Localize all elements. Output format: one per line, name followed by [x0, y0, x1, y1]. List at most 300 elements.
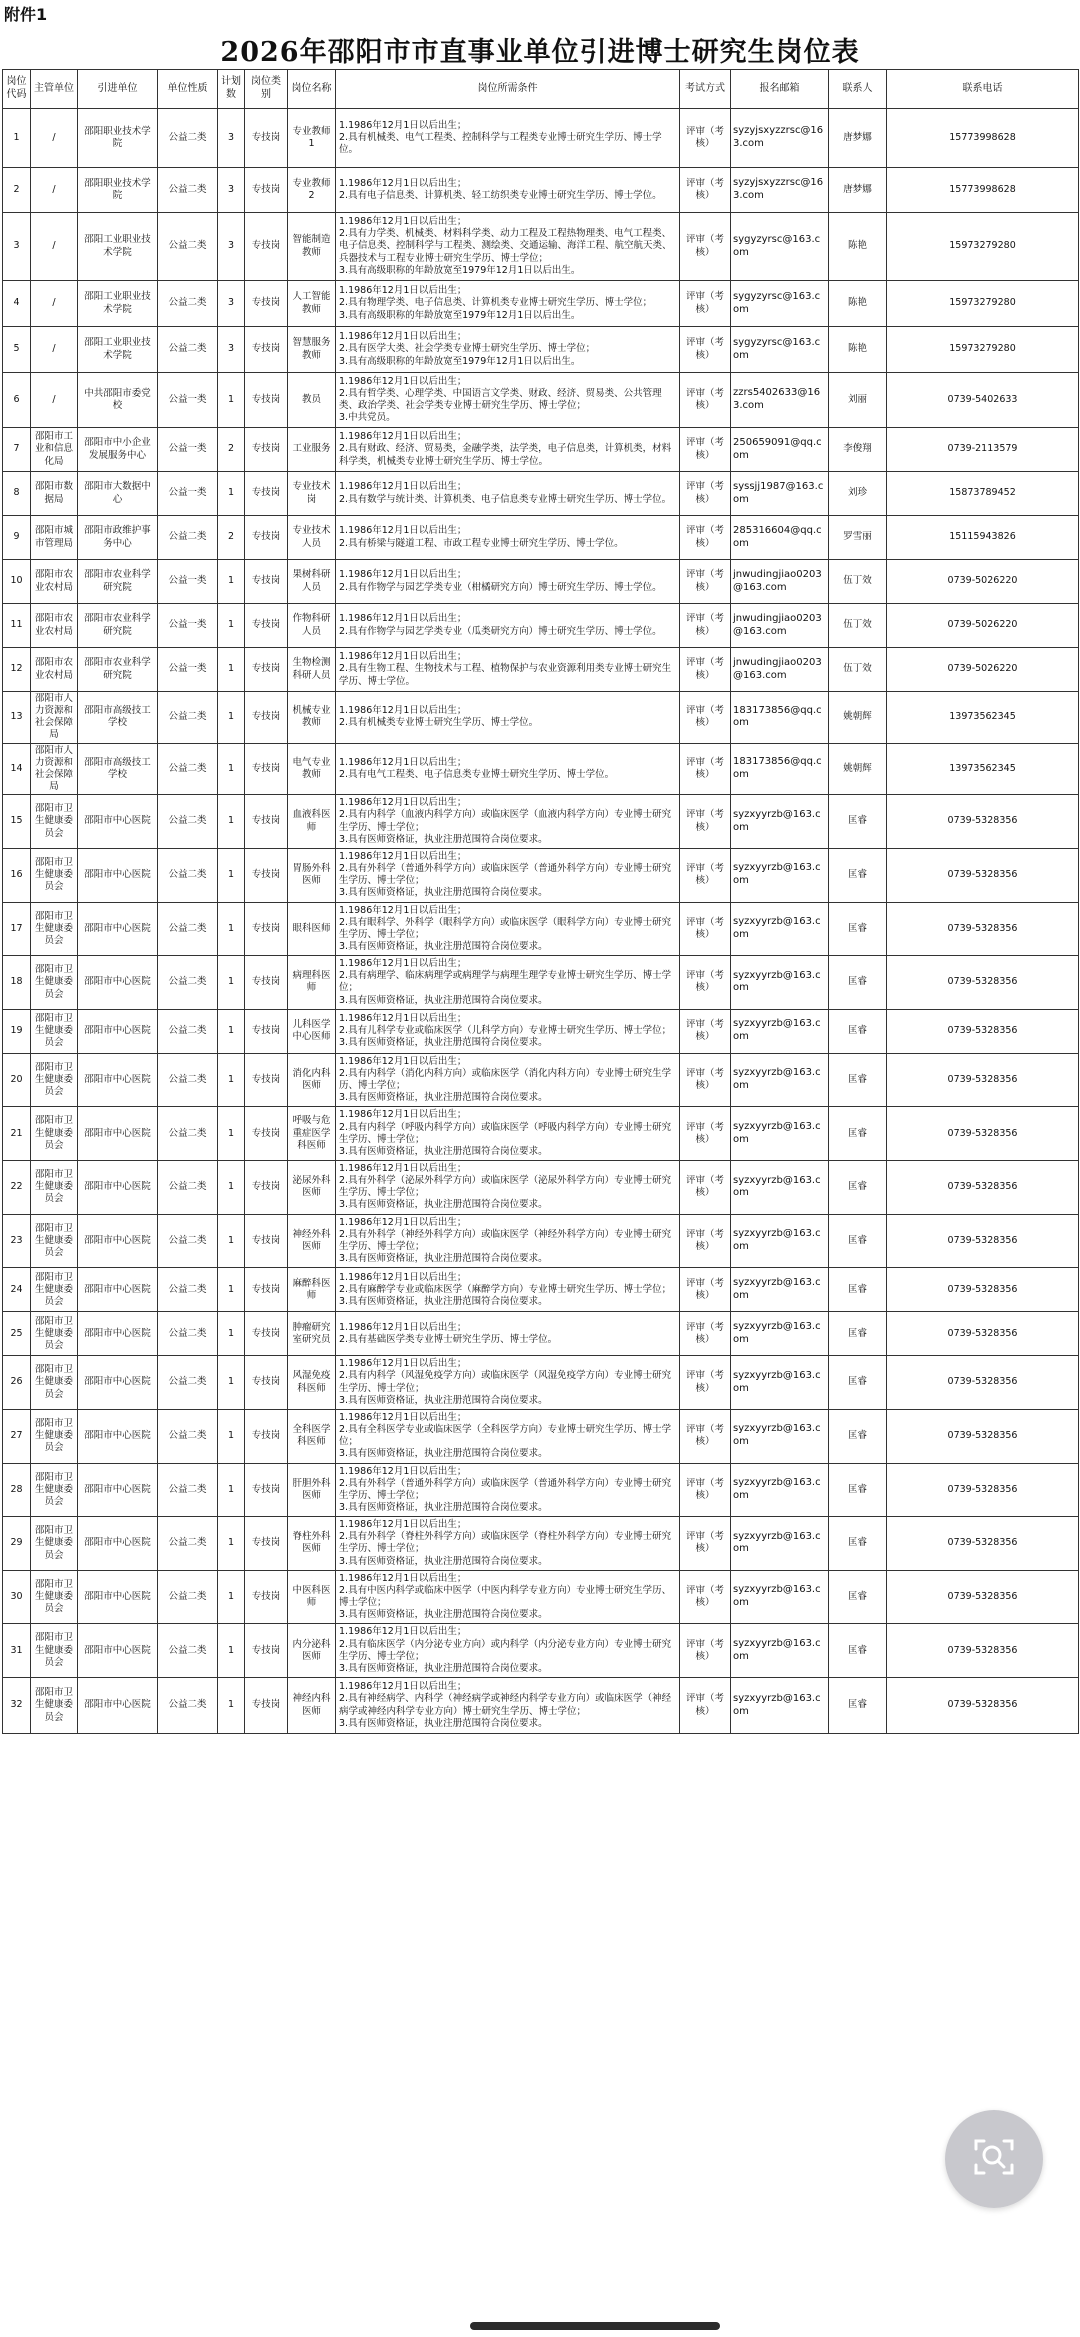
cell-contact: 匡睿: [829, 848, 887, 902]
header-phone: 联系电话: [887, 70, 1079, 109]
table-row: [3, 472, 1079, 516]
cell-unit: 邵阳市中心医院: [78, 1312, 158, 1356]
table-row: [3, 956, 1079, 1010]
cell-category: 专技岗: [245, 956, 288, 1010]
cell-dept: 邵阳市卫生健康委员会: [31, 1624, 78, 1678]
table-row: [3, 213, 1079, 281]
cell-code: 32: [3, 1678, 31, 1734]
cell-plan: 1: [218, 472, 245, 516]
header-position-name: 岗位名称: [288, 70, 336, 109]
cell-email: sygyzyrsc@163.com: [731, 213, 829, 281]
cell-exam: 评审（考核）: [680, 1570, 731, 1624]
cell-position-name: 全科医学科医师: [288, 1409, 336, 1463]
cell-email: 285316604@qq.com: [731, 516, 829, 560]
cell-category: 专技岗: [245, 848, 288, 902]
cell-phone: 0739-5328356: [887, 1356, 1079, 1410]
table-row: [3, 1517, 1079, 1571]
cell-plan: 1: [218, 1312, 245, 1356]
cell-email: jnwudingjiao0203@163.com: [731, 560, 829, 604]
cell-nature: 公益二类: [158, 795, 218, 849]
cell-phone: 0739-5328356: [887, 848, 1079, 902]
cell-contact: 姚朝辉: [829, 692, 887, 744]
cell-position-name: 神经内科医师: [288, 1678, 336, 1734]
cell-email: zzrs5402633@163.com: [731, 373, 829, 428]
table-row: [3, 902, 1079, 956]
table-row: [3, 1268, 1079, 1312]
cell-phone: 15773998628: [887, 109, 1079, 168]
cell-requirements: 1.1986年12月1日以后出生； 2.具有内科学（呼吸内科学方向）或临床医学（呼吸内科学方向）专业博士研究生学历、博士学位； 3.具有医师资格证，执业注册范围符合岗位要求。: [336, 1107, 680, 1161]
cell-position-name: 呼吸与危重症医学科医师: [288, 1107, 336, 1161]
cell-exam: 评审（考核）: [680, 1517, 731, 1571]
cell-unit: 邵阳市中心医院: [78, 1268, 158, 1312]
cell-email: syzyjsxyzzrsc@163.com: [731, 168, 829, 213]
cell-exam: 评审（考核）: [680, 848, 731, 902]
cell-nature: 公益二类: [158, 692, 218, 744]
cell-plan: 1: [218, 1356, 245, 1410]
cell-contact: 匡睿: [829, 1409, 887, 1463]
table-row: [3, 1356, 1079, 1410]
cell-plan: 3: [218, 281, 245, 327]
cell-phone: 0739-5328356: [887, 1009, 1079, 1053]
home-indicator[interactable]: [470, 2322, 720, 2330]
cell-nature: 公益一类: [158, 604, 218, 648]
cell-contact: 唐梦娜: [829, 109, 887, 168]
cell-contact: 匡睿: [829, 1053, 887, 1107]
cell-position-name: 血液科医师: [288, 795, 336, 849]
cell-unit: 邵阳市中心医院: [78, 1570, 158, 1624]
cell-plan: 1: [218, 1268, 245, 1312]
cell-unit: 邵阳市大数据中心: [78, 472, 158, 516]
cell-email: syzxyyrzb@163.com: [731, 1624, 829, 1678]
cell-phone: 15973279280: [887, 281, 1079, 327]
cell-phone: 13973562345: [887, 692, 1079, 744]
cell-plan: 1: [218, 692, 245, 744]
cell-requirements: 1.1986年12月1日以后出生； 2.具有外科学（普通外科学方向）或临床医学（普通外科学方向）专业博士研究生学历、博士学位； 3.具有医师资格证，执业注册范围符合岗位要求。: [336, 848, 680, 902]
cell-contact: 刘丽: [829, 373, 887, 428]
cell-email: syzxyyrzb@163.com: [731, 1570, 829, 1624]
cell-position-name: 眼科医师: [288, 902, 336, 956]
cell-requirements: 1.1986年12月1日以后出生； 2.具有作物学与园艺学类专业（柑橘研究方向）博士研究生学历、博士学位。: [336, 560, 680, 604]
cell-dept: 邵阳市卫生健康委员会: [31, 1570, 78, 1624]
cell-unit: 邵阳市中心医院: [78, 848, 158, 902]
header-category: 岗位类别: [245, 70, 288, 109]
cell-position-name: 智慧服务教师: [288, 327, 336, 373]
cell-dept: 邵阳市卫生健康委员会: [31, 1356, 78, 1410]
table-row: [3, 604, 1079, 648]
cell-dept: 邵阳市卫生健康委员会: [31, 1409, 78, 1463]
cell-requirements: 1.1986年12月1日以后出生； 2.具有眼科学、外科学（眼科学方向）或临床医学（眼科学方向）专业博士研究生学历、博士学位； 3.具有医师资格证，执业注册范围符合岗位要求。: [336, 902, 680, 956]
cell-exam: 评审（考核）: [680, 743, 731, 795]
cell-category: 专技岗: [245, 1268, 288, 1312]
cell-plan: 1: [218, 1214, 245, 1268]
cell-contact: 匡睿: [829, 1463, 887, 1517]
cell-unit: 邵阳市高级技工学校: [78, 692, 158, 744]
table-row: [3, 428, 1079, 472]
cell-contact: 匡睿: [829, 1107, 887, 1161]
cell-exam: 评审（考核）: [680, 1214, 731, 1268]
cell-category: 专技岗: [245, 1463, 288, 1517]
cell-category: 专技岗: [245, 516, 288, 560]
cell-dept: 邵阳市城市管理局: [31, 516, 78, 560]
cell-category: 专技岗: [245, 648, 288, 692]
cell-position-name: 泌尿外科医师: [288, 1161, 336, 1215]
cell-email: 183173856@qq.com: [731, 692, 829, 744]
cell-nature: 公益二类: [158, 516, 218, 560]
cell-unit: 邵阳市农业科学研究院: [78, 560, 158, 604]
cell-exam: 评审（考核）: [680, 956, 731, 1010]
cell-requirements: 1.1986年12月1日以后出生； 2.具有桥梁与隧道工程、市政工程专业博士研究生学历、博士学位。: [336, 516, 680, 560]
table-row: [3, 848, 1079, 902]
cell-unit: 邵阳市中心医院: [78, 1053, 158, 1107]
cell-nature: 公益一类: [158, 472, 218, 516]
cell-phone: 15873789452: [887, 472, 1079, 516]
cell-dept: 邵阳市卫生健康委员会: [31, 848, 78, 902]
cell-category: 专技岗: [245, 281, 288, 327]
cell-category: 专技岗: [245, 1107, 288, 1161]
cell-dept: /: [31, 213, 78, 281]
cell-position-name: 神经外科医师: [288, 1214, 336, 1268]
cell-exam: 评审（考核）: [680, 604, 731, 648]
cell-plan: 1: [218, 1463, 245, 1517]
table-row: [3, 109, 1079, 168]
cell-dept: 邵阳市人力资源和社会保障局: [31, 743, 78, 795]
cell-dept: 邵阳市农业农村局: [31, 604, 78, 648]
cell-email: syzxyyrzb@163.com: [731, 1678, 829, 1734]
cell-unit: 邵阳市中心医院: [78, 1107, 158, 1161]
cell-email: sygyzyrsc@163.com: [731, 327, 829, 373]
header-code: 岗位代码: [3, 70, 31, 109]
cell-phone: 0739-5328356: [887, 1214, 1079, 1268]
cell-category: 专技岗: [245, 168, 288, 213]
cell-unit: 中共邵阳市委党校: [78, 373, 158, 428]
cell-phone: 0739-5328356: [887, 1678, 1079, 1734]
cell-unit: 邵阳市中心医院: [78, 1214, 158, 1268]
cell-nature: 公益二类: [158, 1009, 218, 1053]
header-unit: 引进单位: [78, 70, 158, 109]
cell-dept: 邵阳市卫生健康委员会: [31, 1517, 78, 1571]
cell-dept: /: [31, 109, 78, 168]
cell-exam: 评审（考核）: [680, 1409, 731, 1463]
cell-phone: 0739-5026220: [887, 560, 1079, 604]
cell-category: 专技岗: [245, 1312, 288, 1356]
cell-email: syzxyyrzb@163.com: [731, 848, 829, 902]
cell-requirements: 1.1986年12月1日以后出生； 2.具有力学类、机械类、材料科学类、动力工程及工程热物理类、电气工程类、电子信息类、控制科学与工程类、测绘类、交通运输、海洋工程、航空航天类、兵器技术与工程专业博士研究生学历、博士学位； 3.具有高级职称的年龄放宽至1979年12月1日以后出生。: [336, 213, 680, 281]
cell-nature: 公益二类: [158, 743, 218, 795]
cell-exam: 评审（考核）: [680, 692, 731, 744]
cell-exam: 评审（考核）: [680, 1624, 731, 1678]
cell-dept: 邵阳市卫生健康委员会: [31, 902, 78, 956]
cell-plan: 2: [218, 516, 245, 560]
cell-exam: 评审（考核）: [680, 795, 731, 849]
cell-email: sygyzyrsc@163.com: [731, 281, 829, 327]
cell-email: syzxyyrzb@163.com: [731, 1463, 829, 1517]
table-row: [3, 373, 1079, 428]
cell-unit: 邵阳市中心医院: [78, 1356, 158, 1410]
cell-nature: 公益二类: [158, 956, 218, 1010]
header-email: 报名邮箱: [731, 70, 829, 109]
cell-position-name: 电气专业教师: [288, 743, 336, 795]
cell-unit: 邵阳市中心医院: [78, 1678, 158, 1734]
cell-dept: 邵阳市数据局: [31, 472, 78, 516]
cell-position-name: 作物科研人员: [288, 604, 336, 648]
table-row: [3, 1678, 1079, 1734]
cell-dept: /: [31, 281, 78, 327]
table-row: [3, 1214, 1079, 1268]
cell-email: syzxyyrzb@163.com: [731, 1356, 829, 1410]
cell-phone: 0739-5328356: [887, 1409, 1079, 1463]
cell-unit: 邵阳工业职业技术学院: [78, 213, 158, 281]
cell-category: 专技岗: [245, 472, 288, 516]
cell-category: 专技岗: [245, 692, 288, 744]
cell-position-name: 专业教师1: [288, 109, 336, 168]
cell-dept: 邵阳市卫生健康委员会: [31, 1268, 78, 1312]
cell-dept: 邵阳市卫生健康委员会: [31, 1161, 78, 1215]
cell-code: 25: [3, 1312, 31, 1356]
cell-nature: 公益一类: [158, 648, 218, 692]
cell-email: syzyjsxyzzrsc@163.com: [731, 109, 829, 168]
attachment-label: 附件1: [4, 5, 48, 24]
cell-requirements: 1.1986年12月1日以后出生； 2.具有全科医学专业或临床医学（全科医学方向）专业博士研究生学历、博士学位； 3.具有医师资格证，执业注册范围符合岗位要求。: [336, 1409, 680, 1463]
table-row: [3, 327, 1079, 373]
cell-contact: 匡睿: [829, 795, 887, 849]
cell-dept: 邵阳市卫生健康委员会: [31, 1053, 78, 1107]
cell-email: syzxyyrzb@163.com: [731, 1161, 829, 1215]
cell-exam: 评审（考核）: [680, 648, 731, 692]
cell-nature: 公益二类: [158, 1678, 218, 1734]
cell-contact: 唐梦娜: [829, 168, 887, 213]
cell-phone: 0739-5328356: [887, 1463, 1079, 1517]
cell-requirements: 1.1986年12月1日以后出生； 2.具有物理学类、电子信息类、计算机类专业博士研究生学历、博士学位； 3.具有高级职称的年龄放宽至1979年12月1日以后出生。: [336, 281, 680, 327]
cell-contact: 姚朝辉: [829, 743, 887, 795]
table-row: [3, 795, 1079, 849]
cell-requirements: 1.1986年12月1日以后出生； 2.具有临床医学（内分泌专业方向）或内科学（内分泌专业方向）专业博士研究生学历、博士学位； 3.具有医师资格证，执业注册范围符合岗位要求。: [336, 1624, 680, 1678]
cell-unit: 邵阳市中心医院: [78, 1463, 158, 1517]
header-requirements: 岗位所需条件: [336, 70, 680, 109]
cell-exam: 评审（考核）: [680, 373, 731, 428]
cell-requirements: 1.1986年12月1日以后出生； 2.具有机械类专业博士研究生学历、博士学位。: [336, 692, 680, 744]
cell-plan: 1: [218, 848, 245, 902]
cell-position-name: 麻醉科医师: [288, 1268, 336, 1312]
cell-dept: /: [31, 373, 78, 428]
cell-phone: 0739-5328356: [887, 1517, 1079, 1571]
cell-contact: 李俊翔: [829, 428, 887, 472]
image-search-button[interactable]: [945, 2110, 1043, 2208]
cell-code: 28: [3, 1463, 31, 1517]
cell-code: 16: [3, 848, 31, 902]
cell-plan: 1: [218, 648, 245, 692]
cell-phone: 0739-5328356: [887, 1624, 1079, 1678]
cell-code: 27: [3, 1409, 31, 1463]
cell-phone: 0739-5328356: [887, 902, 1079, 956]
table-row: [3, 1161, 1079, 1215]
cell-contact: 匡睿: [829, 1678, 887, 1734]
cell-position-name: 人工智能教师: [288, 281, 336, 327]
cell-exam: 评审（考核）: [680, 1268, 731, 1312]
cell-code: 2: [3, 168, 31, 213]
cell-nature: 公益二类: [158, 1053, 218, 1107]
cell-exam: 评审（考核）: [680, 109, 731, 168]
cell-category: 专技岗: [245, 1517, 288, 1571]
cell-exam: 评审（考核）: [680, 472, 731, 516]
cell-category: 专技岗: [245, 1161, 288, 1215]
cell-requirements: 1.1986年12月1日以后出生； 2.具有儿科学专业或临床医学（儿科学方向）专业博士研究生学历、博士学位； 3.具有医师资格证，执业注册范围符合岗位要求。: [336, 1009, 680, 1053]
cell-code: 6: [3, 373, 31, 428]
cell-nature: 公益二类: [158, 1570, 218, 1624]
cell-position-name: 生物检测科研人员: [288, 648, 336, 692]
cell-requirements: 1.1986年12月1日以后出生； 2.具有外科学（神经外科学方向）或临床医学（神经外科学方向）专业博士研究生学历、博士学位； 3.具有医师资格证，执业注册范围符合岗位要求。: [336, 1214, 680, 1268]
header-exam: 考试方式: [680, 70, 731, 109]
cell-position-name: 消化内科医师: [288, 1053, 336, 1107]
cell-dept: 邵阳市农业农村局: [31, 648, 78, 692]
table-row: [3, 1463, 1079, 1517]
cell-position-name: 风湿免疫科医师: [288, 1356, 336, 1410]
cell-dept: 邵阳市卫生健康委员会: [31, 1463, 78, 1517]
table-header-row: [3, 70, 1079, 109]
cell-exam: 评审（考核）: [680, 1161, 731, 1215]
cell-contact: 伍丁效: [829, 648, 887, 692]
cell-exam: 评审（考核）: [680, 213, 731, 281]
cell-dept: 邵阳市卫生健康委员会: [31, 1009, 78, 1053]
cell-contact: 陈艳: [829, 213, 887, 281]
cell-nature: 公益二类: [158, 1214, 218, 1268]
cell-unit: 邵阳市中心医院: [78, 1161, 158, 1215]
header-nature: 单位性质: [158, 70, 218, 109]
cell-code: 18: [3, 956, 31, 1010]
cell-code: 30: [3, 1570, 31, 1624]
cell-unit: 邵阳职业技术学院: [78, 168, 158, 213]
cell-plan: 3: [218, 168, 245, 213]
cell-dept: 邵阳市卫生健康委员会: [31, 795, 78, 849]
cell-plan: 1: [218, 1409, 245, 1463]
cell-position-name: 机械专业教师: [288, 692, 336, 744]
cell-plan: 1: [218, 1161, 245, 1215]
table-row: [3, 516, 1079, 560]
cell-plan: 3: [218, 213, 245, 281]
cell-plan: 1: [218, 560, 245, 604]
cell-contact: 匡睿: [829, 1624, 887, 1678]
cell-unit: 邵阳市中小企业发展服务中心: [78, 428, 158, 472]
cell-phone: 0739-5328356: [887, 1570, 1079, 1624]
cell-plan: 1: [218, 743, 245, 795]
cell-nature: 公益二类: [158, 902, 218, 956]
cell-plan: 1: [218, 1570, 245, 1624]
cell-category: 专技岗: [245, 604, 288, 648]
cell-plan: 1: [218, 1517, 245, 1571]
cell-code: 23: [3, 1214, 31, 1268]
image-search-icon: [972, 2135, 1016, 2183]
cell-position-name: 肝胆外科医师: [288, 1463, 336, 1517]
cell-contact: 刘珍: [829, 472, 887, 516]
cell-email: syzxyyrzb@163.com: [731, 956, 829, 1010]
cell-contact: 匡睿: [829, 1268, 887, 1312]
cell-code: 3: [3, 213, 31, 281]
cell-phone: 0739-5328356: [887, 956, 1079, 1010]
cell-phone: 13973562345: [887, 743, 1079, 795]
cell-category: 专技岗: [245, 1409, 288, 1463]
cell-plan: 2: [218, 428, 245, 472]
cell-plan: 3: [218, 109, 245, 168]
cell-position-name: 教员: [288, 373, 336, 428]
cell-email: syssjj1987@163.com: [731, 472, 829, 516]
cell-plan: 3: [218, 327, 245, 373]
cell-position-name: 中医科医师: [288, 1570, 336, 1624]
cell-category: 专技岗: [245, 902, 288, 956]
cell-exam: 评审（考核）: [680, 281, 731, 327]
cell-email: syzxyyrzb@163.com: [731, 1409, 829, 1463]
cell-plan: 1: [218, 1678, 245, 1734]
cell-email: jnwudingjiao0203@163.com: [731, 648, 829, 692]
cell-code: 26: [3, 1356, 31, 1410]
cell-unit: 邵阳市中心医院: [78, 902, 158, 956]
cell-position-name: 内分泌科医师: [288, 1624, 336, 1678]
cell-phone: 0739-5328356: [887, 795, 1079, 849]
cell-category: 专技岗: [245, 373, 288, 428]
table-row: [3, 692, 1079, 744]
cell-position-name: 专业技术人员: [288, 516, 336, 560]
cell-email: 183173856@qq.com: [731, 743, 829, 795]
cell-code: 11: [3, 604, 31, 648]
cell-category: 专技岗: [245, 213, 288, 281]
table-row: [3, 743, 1079, 795]
cell-position-name: 病理科医师: [288, 956, 336, 1010]
cell-requirements: 1.1986年12月1日以后出生； 2.具有外科学（普通外科学方向）或临床医学（普通外科学方向）专业博士研究生学历、博士学位； 3.具有医师资格证，执业注册范围符合岗位要求。: [336, 1463, 680, 1517]
cell-exam: 评审（考核）: [680, 1463, 731, 1517]
cell-position-name: 智能制造教师: [288, 213, 336, 281]
cell-category: 专技岗: [245, 1053, 288, 1107]
cell-category: 专技岗: [245, 1214, 288, 1268]
cell-phone: 0739-5328356: [887, 1107, 1079, 1161]
cell-code: 12: [3, 648, 31, 692]
cell-code: 31: [3, 1624, 31, 1678]
cell-position-name: 果树科研人员: [288, 560, 336, 604]
cell-code: 29: [3, 1517, 31, 1571]
cell-code: 19: [3, 1009, 31, 1053]
cell-unit: 邵阳市中心医院: [78, 956, 158, 1010]
table-row: [3, 1107, 1079, 1161]
cell-phone: 15973279280: [887, 213, 1079, 281]
header-contact: 联系人: [829, 70, 887, 109]
table-row: [3, 1409, 1079, 1463]
cell-code: 14: [3, 743, 31, 795]
cell-exam: 评审（考核）: [680, 1107, 731, 1161]
table-row: [3, 1312, 1079, 1356]
cell-code: 7: [3, 428, 31, 472]
cell-contact: 匡睿: [829, 1517, 887, 1571]
cell-unit: 邵阳市中心医院: [78, 795, 158, 849]
header-dept: 主管单位: [31, 70, 78, 109]
cell-category: 专技岗: [245, 795, 288, 849]
cell-category: 专技岗: [245, 1570, 288, 1624]
cell-requirements: 1.1986年12月1日以后出生； 2.具有外科学（泌尿外科学方向）或临床医学（泌尿外科学方向）专业博士研究生学历、博士学位； 3.具有医师资格证，执业注册范围符合岗位要求。: [336, 1161, 680, 1215]
cell-plan: 1: [218, 1053, 245, 1107]
positions-table: [2, 69, 1079, 1734]
cell-code: 17: [3, 902, 31, 956]
table-row: [3, 1570, 1079, 1624]
cell-phone: 0739-5026220: [887, 648, 1079, 692]
cell-unit: 邵阳市中心医院: [78, 1517, 158, 1571]
cell-nature: 公益二类: [158, 848, 218, 902]
cell-phone: 0739-5402633: [887, 373, 1079, 428]
cell-position-name: 肿瘤研究室研究员: [288, 1312, 336, 1356]
cell-email: syzxyyrzb@163.com: [731, 1214, 829, 1268]
cell-requirements: 1.1986年12月1日以后出生； 2.具有哲学类、心理学类、中国语言文学类、财政、经济、贸易类、公共管理类、政治学类、社会学类专业博士研究生学历、博士学位； 3.中共党员。: [336, 373, 680, 428]
cell-category: 专技岗: [245, 327, 288, 373]
cell-contact: 匡睿: [829, 1570, 887, 1624]
cell-email: syzxyyrzb@163.com: [731, 1053, 829, 1107]
cell-phone: 0739-2113579: [887, 428, 1079, 472]
cell-unit: 邵阳市农业科学研究院: [78, 604, 158, 648]
cell-dept: 邵阳市工业和信息化局: [31, 428, 78, 472]
